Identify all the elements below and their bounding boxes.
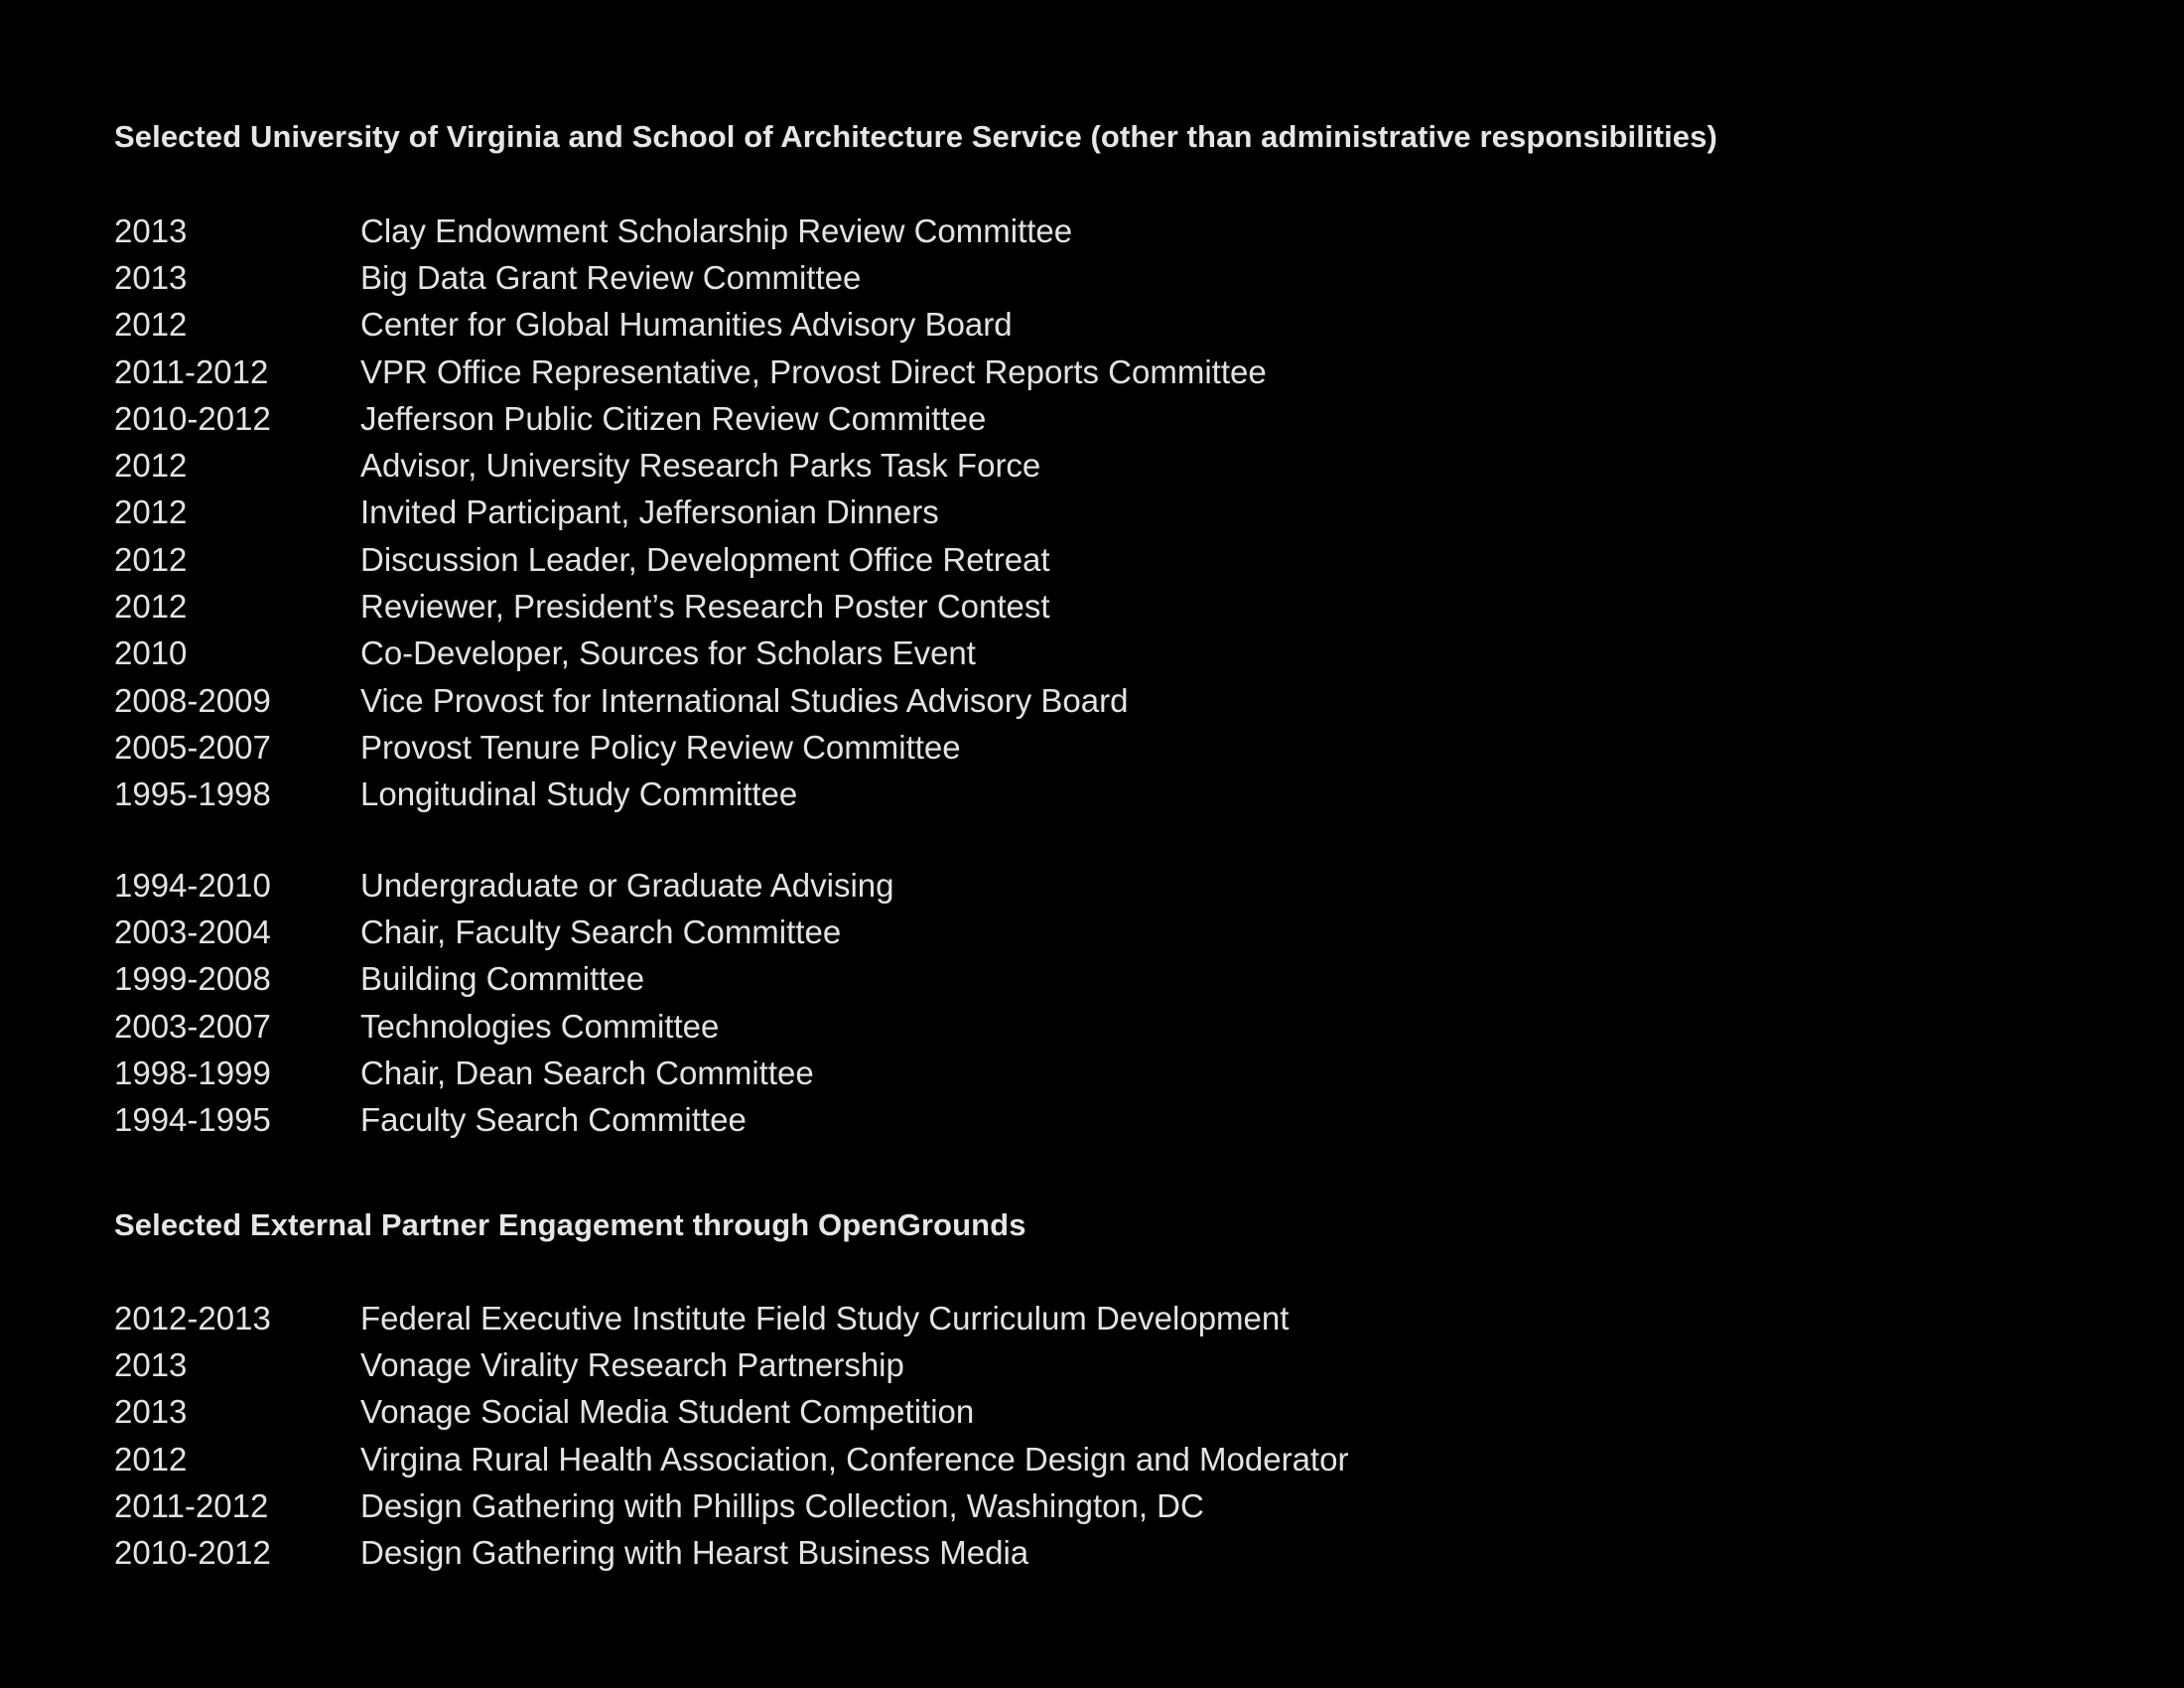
- list-item-text: Clay Endowment Scholarship Review Committee: [360, 211, 1073, 249]
- list-item-text: Technologies Committee: [360, 1007, 720, 1045]
- list-item: [114, 302, 1267, 349]
- list-item-year: 2013: [114, 211, 188, 249]
- list-item: [114, 1096, 894, 1143]
- list-item-text: Co-Developer, Sources for Scholars Event: [360, 634, 976, 672]
- list-item: [114, 1482, 1348, 1529]
- list-item-year: 2012: [114, 540, 188, 578]
- list-item: [114, 1389, 1348, 1436]
- list-item-year: 2012: [114, 306, 188, 344]
- list-item-year: 2011-2012: [114, 352, 269, 390]
- list-item-year: 2012: [114, 447, 188, 485]
- list-item: [114, 208, 1267, 254]
- list-item: [114, 1050, 894, 1096]
- list-item-text: Reviewer, President’s Research Poster Contest: [360, 588, 1050, 626]
- list-item: [114, 583, 1267, 630]
- list-item: [114, 1295, 1348, 1341]
- list-item-year: 1999-2008: [114, 960, 271, 998]
- list-item-text: Faculty Search Committee: [360, 1101, 747, 1139]
- list-item: [114, 1529, 1348, 1576]
- service-list-school: [114, 862, 894, 1144]
- list-item-text: Chair, Faculty Search Committee: [360, 913, 842, 950]
- list-item: [114, 677, 1267, 724]
- list-item: [114, 1003, 894, 1050]
- list-item-text: Design Gathering with Hearst Business Media: [360, 1534, 1029, 1572]
- list-item-year: 2011-2012: [114, 1486, 269, 1524]
- list-item-text: Center for Global Humanities Advisory Board: [360, 306, 1013, 344]
- list-item-year: 2003-2004: [114, 913, 271, 950]
- list-item-year: 2005-2007: [114, 728, 271, 766]
- list-item: [114, 772, 1267, 818]
- list-item-year: 1994-1995: [114, 1101, 271, 1139]
- list-item: [114, 490, 1267, 536]
- list-item-text: Discussion Leader, Development Office Retreat: [360, 540, 1050, 578]
- list-item-year: 2012: [114, 1440, 188, 1477]
- list-item-text: Provost Tenure Policy Review Committee: [360, 728, 961, 766]
- list-item: [114, 536, 1267, 583]
- list-item: [114, 349, 1267, 395]
- list-item-text: VPR Office Representative, Provost Direct Reports Committee: [360, 352, 1267, 390]
- list-item-text: Big Data Grant Review Committee: [360, 258, 862, 296]
- list-item-year: 2010-2012: [114, 1534, 271, 1572]
- list-item-year: 1998-1999: [114, 1054, 271, 1091]
- list-item-text: Design Gathering with Phillips Collection, Washington, DC: [360, 1486, 1204, 1524]
- list-item-text: Longitudinal Study Committee: [360, 775, 798, 813]
- list-item-text: Invited Participant, Jeffersonian Dinners: [360, 493, 939, 531]
- list-item-year: 1994-2010: [114, 866, 271, 904]
- list-item: [114, 724, 1267, 771]
- list-item: [114, 254, 1267, 301]
- list-item-text: Jefferson Public Citizen Review Committee: [360, 399, 987, 437]
- list-item: [114, 909, 894, 955]
- list-item-year: 2003-2007: [114, 1007, 271, 1045]
- list-item-year: 2010: [114, 634, 188, 672]
- list-item: [114, 395, 1267, 442]
- list-item: [114, 631, 1267, 677]
- list-item-year: 2010-2012: [114, 399, 271, 437]
- list-item-text: Vonage Social Media Student Competition: [360, 1393, 975, 1431]
- list-item-year: 2013: [114, 258, 188, 296]
- section-heading-uva-service: Selected University of Virginia and School of Architecture Service (other than administrative responsibilities): [114, 119, 1717, 154]
- list-item-year: 1995-1998: [114, 775, 271, 813]
- list-item-year: 2012: [114, 493, 188, 531]
- list-item: [114, 442, 1267, 489]
- list-item-year: 2012: [114, 588, 188, 626]
- list-item: [114, 1341, 1348, 1388]
- list-item-text: Chair, Dean Search Committee: [360, 1054, 814, 1091]
- list-item-text: Federal Executive Institute Field Study Curriculum Development: [360, 1299, 1290, 1336]
- list-item-year: 2012-2013: [114, 1299, 271, 1336]
- list-item-text: Virgina Rural Health Association, Conference Design and Moderator: [360, 1440, 1349, 1477]
- list-item: [114, 956, 894, 1003]
- service-list-university: [114, 208, 1267, 818]
- list-item-text: Advisor, University Research Parks Task Force: [360, 447, 1041, 485]
- list-item-text: Undergraduate or Graduate Advising: [360, 866, 894, 904]
- list-item-year: 2013: [114, 1393, 188, 1431]
- list-item-year: 2013: [114, 1345, 188, 1383]
- list-item: [114, 1436, 1348, 1482]
- list-item: [114, 862, 894, 909]
- list-item-text: Building Committee: [360, 960, 645, 998]
- list-item-text: Vonage Virality Research Partnership: [360, 1345, 904, 1383]
- list-item-year: 2008-2009: [114, 681, 271, 719]
- section-heading-external-partners: Selected External Partner Engagement through OpenGrounds: [114, 1207, 1026, 1242]
- list-item-text: Vice Provost for International Studies Advisory Board: [360, 681, 1129, 719]
- external-partner-list: [114, 1295, 1348, 1577]
